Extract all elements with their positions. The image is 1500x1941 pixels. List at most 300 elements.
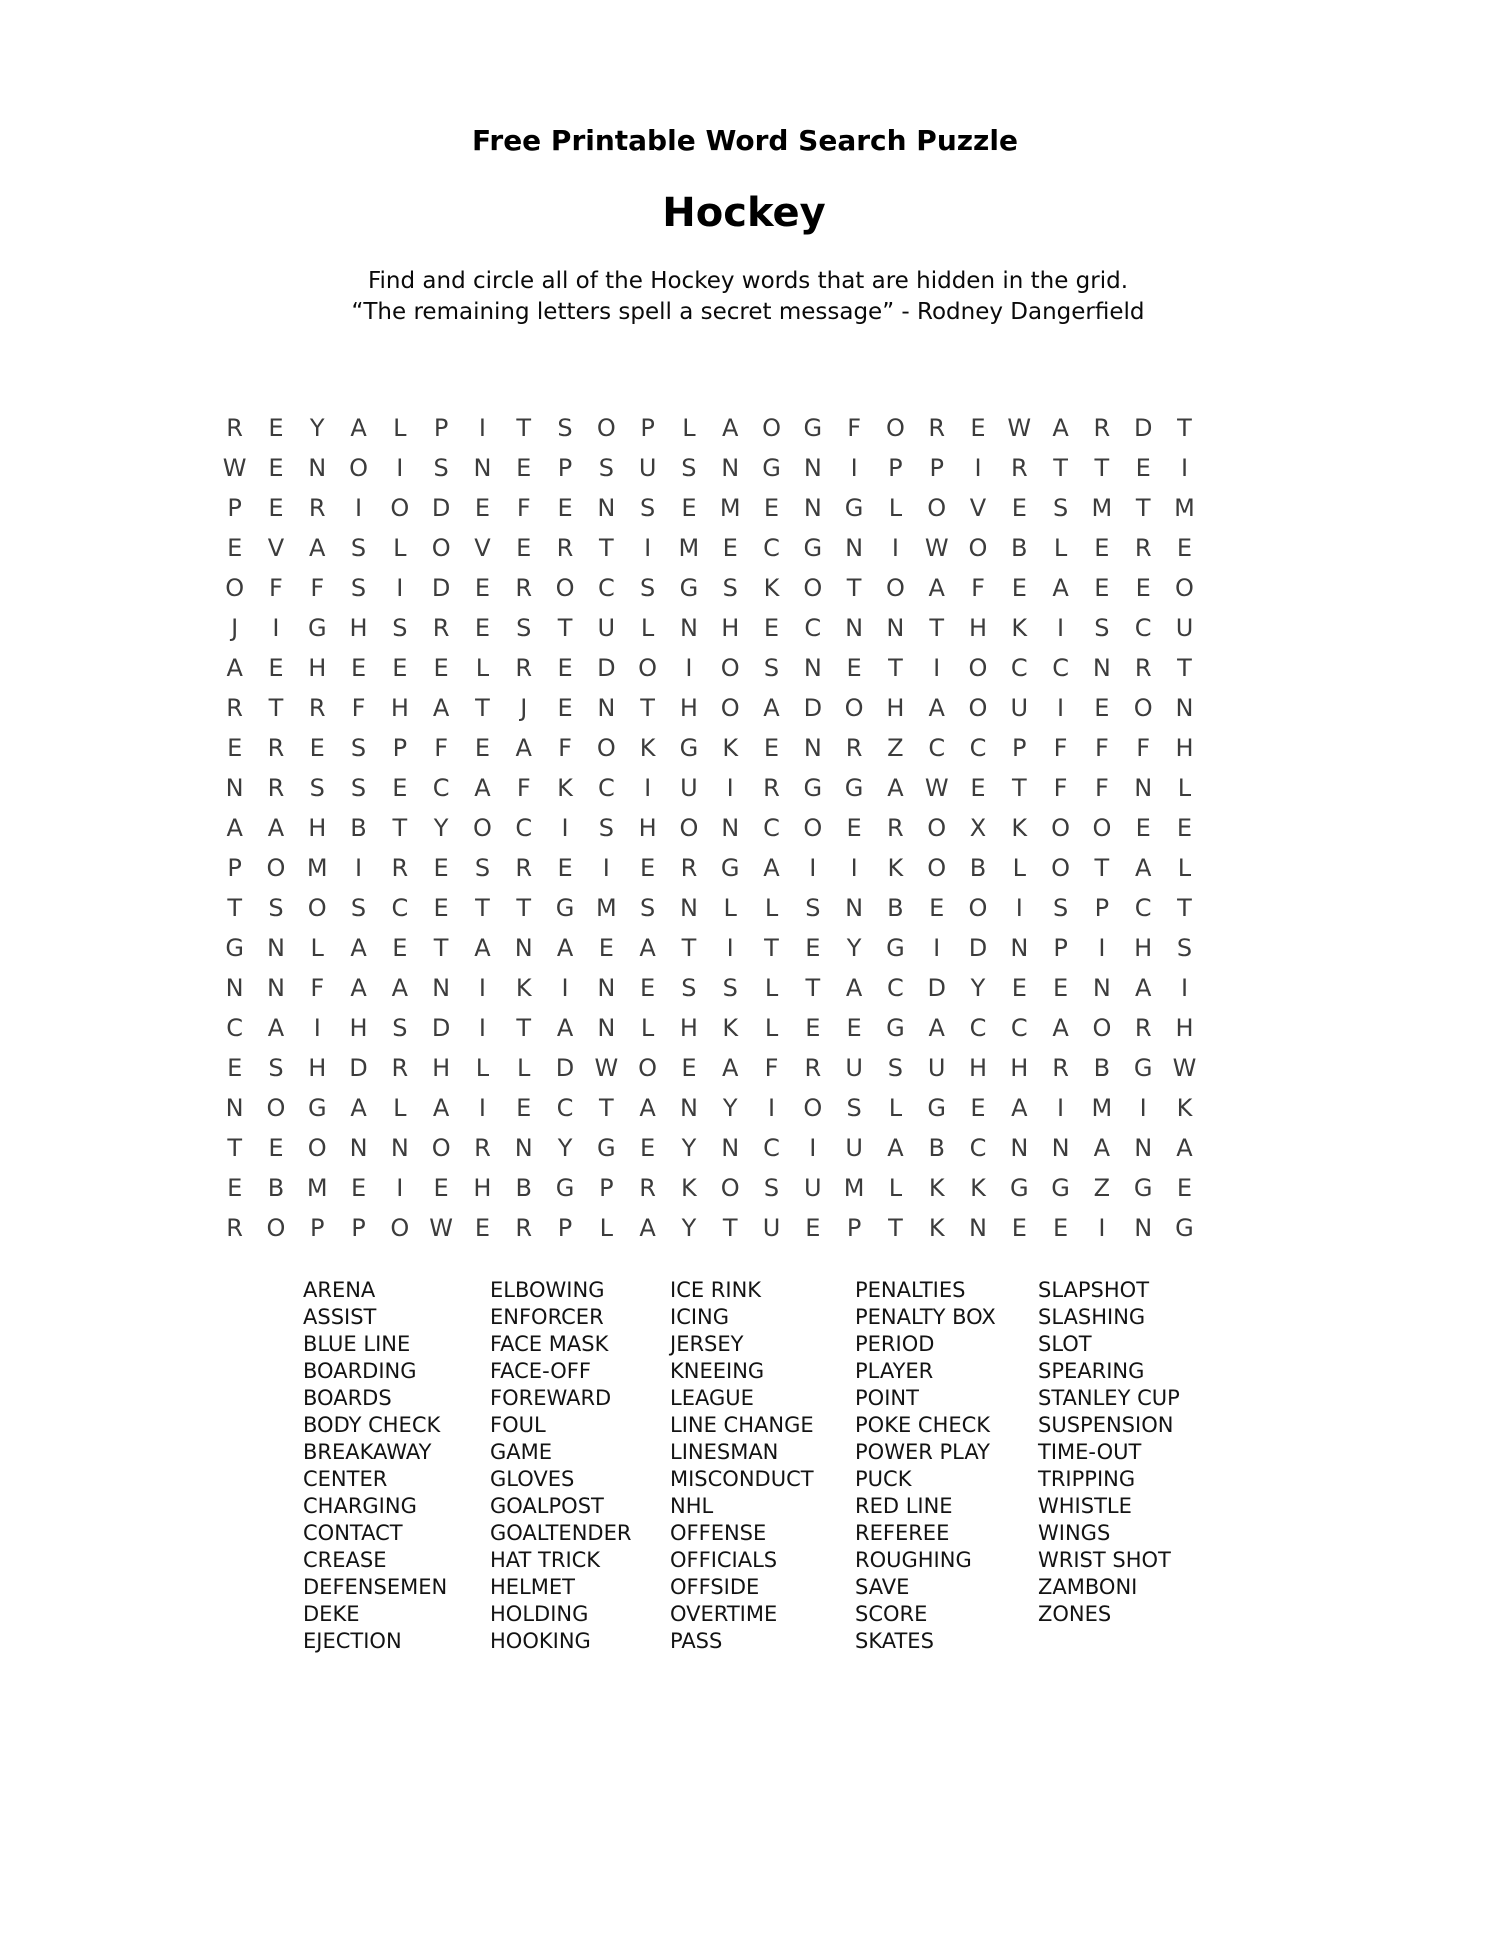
grid-letter: C (597, 574, 615, 602)
grid-letter: A (887, 1134, 904, 1162)
grid-letter: W (1172, 1054, 1197, 1082)
grid-letter: O (1092, 1014, 1112, 1042)
grid-letter: H (721, 614, 740, 642)
grid-letter: O (1092, 814, 1112, 842)
grid-row (214, 1128, 1205, 1168)
grid-letter: N (1051, 1134, 1070, 1162)
grid-letter: A (350, 934, 367, 962)
grid-letter: O (431, 1134, 451, 1162)
grid-letter: Y (681, 1134, 697, 1162)
grid-letter: G (225, 934, 244, 962)
word-list-item: WINGS (1038, 1521, 1111, 1545)
grid-letter: M (1174, 494, 1195, 522)
grid-letter: O (472, 814, 492, 842)
word-list-item: SAVE (855, 1575, 910, 1599)
grid-letter: R (267, 774, 285, 802)
grid-letter: E (1094, 694, 1110, 722)
word-list-item: LEAGUE (670, 1386, 754, 1410)
grid-letter: R (1134, 534, 1152, 562)
grid-letter: R (928, 414, 946, 442)
grid-letter: S (474, 854, 491, 882)
grid-letter: E (392, 774, 408, 802)
grid-letter: B (928, 1134, 945, 1162)
grid-letter: O (927, 854, 947, 882)
grid-letter: S (598, 814, 614, 842)
grid-letter: O (1133, 694, 1153, 722)
word-list-item: PERIOD (855, 1332, 935, 1356)
grid-letter: G (1133, 1174, 1153, 1202)
grid-letter: I (933, 654, 941, 682)
grid-letter: V (474, 534, 491, 562)
grid-letter: H (1175, 734, 1194, 762)
grid-letter: Y (557, 1134, 573, 1162)
grid-letter: E (640, 1134, 656, 1162)
grid-letter: C (597, 774, 615, 802)
grid-letter: O (968, 654, 988, 682)
grid-letter: P (1012, 734, 1027, 762)
grid-letter: I (1180, 974, 1189, 1002)
grid-letter: G (844, 494, 864, 522)
grid-row (214, 1168, 1205, 1208)
grid-letter: A (1052, 414, 1069, 442)
grid-letter: L (723, 894, 737, 922)
grid-letter: A (226, 654, 243, 682)
grid-letter: G (927, 1094, 946, 1122)
grid-letter: I (685, 654, 693, 682)
grid-letter: S (268, 1054, 284, 1082)
word-list-item: STANLEY CUP (1038, 1386, 1180, 1410)
grid-letter: T (764, 934, 779, 962)
grid-letter: H (1175, 1014, 1194, 1042)
grid-letter: G (679, 734, 699, 762)
grid-letter: I (272, 614, 280, 642)
grid-letter: N (266, 934, 285, 962)
grid-letter: S (1052, 894, 1069, 922)
grid-letter: H (349, 1014, 368, 1042)
word-list-item: POWER PLAY (855, 1440, 990, 1464)
grid-letter: N (886, 614, 905, 642)
grid-letter: C (1052, 654, 1069, 682)
grid-row (214, 1208, 1205, 1248)
grid-letter: I (726, 774, 734, 802)
grid-letter: D (431, 1014, 451, 1042)
grid-letter: A (1176, 1134, 1193, 1162)
grid-letter: A (226, 814, 243, 842)
grid-letter: P (888, 454, 903, 482)
grid-letter: R (515, 574, 533, 602)
grid-letter: T (1094, 854, 1110, 882)
grid-letter: O (1175, 574, 1194, 602)
grid-letter: W (924, 774, 949, 802)
word-list-item: REFEREE (855, 1521, 950, 1545)
grid-letter: E (433, 1174, 449, 1202)
grid-letter: I (313, 1014, 321, 1042)
grid-letter: O (1051, 814, 1071, 842)
grid-letter: O (927, 814, 947, 842)
grid-letter: I (644, 534, 652, 562)
grid-letter: P (227, 494, 242, 522)
grid-letter: H (1010, 1054, 1029, 1082)
word-list-item: BOARDS (303, 1386, 392, 1410)
grid-letter: K (1011, 814, 1028, 842)
grid-letter: W (594, 1054, 619, 1082)
word-list-item: ZONES (1038, 1602, 1112, 1626)
grid-letter: E (268, 414, 284, 442)
grid-letter: T (227, 894, 242, 922)
grid-letter: P (557, 454, 573, 482)
grid-letter: I (644, 774, 652, 802)
word-list-item: SUSPENSION (1038, 1413, 1174, 1437)
grid-letter: M (595, 894, 617, 922)
grid-letter: T (433, 934, 449, 962)
word-list-item: KNEEING (670, 1359, 765, 1383)
grid-letter: P (557, 1214, 573, 1242)
grid-letter: K (1176, 1094, 1193, 1122)
grid-row (214, 968, 1205, 1008)
grid-letter: G (762, 454, 781, 482)
grid-letter: F (1094, 734, 1109, 762)
grid-letter: I (767, 1094, 776, 1122)
grid-letter: A (474, 934, 491, 962)
grid-letter: A (722, 1054, 739, 1082)
grid-letter: N (721, 1134, 740, 1162)
grid-letter: L (764, 974, 779, 1002)
grid-letter: F (1094, 774, 1109, 802)
grid-letter: G (1175, 1214, 1194, 1242)
grid-letter: R (845, 734, 863, 762)
grid-letter: F (434, 734, 449, 762)
grid-letter: S (350, 894, 367, 922)
grid-letter: E (805, 1214, 821, 1242)
grid-letter: E (1053, 1214, 1069, 1242)
grid-letter: O (266, 854, 286, 882)
grid-letter: B (1011, 534, 1028, 562)
grid-letter: I (396, 1174, 404, 1202)
grid-letter: N (679, 1094, 698, 1122)
grid-letter: C (391, 894, 409, 922)
grid-letter: N (1175, 694, 1194, 722)
grid-letter: C (515, 814, 533, 842)
grid-letter: G (597, 1134, 616, 1162)
grid-letter: R (308, 694, 326, 722)
grid-letter: K (722, 1014, 739, 1042)
grid-letter: A (432, 1094, 450, 1122)
grid-letter: T (929, 614, 945, 642)
grid-letter: A (845, 974, 863, 1002)
grid-letter: U (804, 1174, 822, 1202)
grid-letter: I (355, 854, 363, 882)
grid-letter: N (845, 534, 864, 562)
word-list-item: HELMET (490, 1575, 575, 1599)
word-list-item: EJECTION (303, 1629, 402, 1653)
grid-row (214, 568, 1205, 608)
grid-letter: O (307, 894, 327, 922)
grid-letter: C (969, 1134, 987, 1162)
grid-letter: D (1133, 414, 1153, 442)
grid-letter: E (1135, 814, 1151, 842)
grid-letter: T (598, 534, 614, 562)
word-list-item: DEKE (303, 1602, 360, 1626)
grid-row (214, 1008, 1205, 1048)
word-list-item: SCORE (855, 1602, 928, 1626)
letter-grid (214, 408, 1205, 1248)
grid-letter: N (1092, 974, 1111, 1002)
grid-letter: A (722, 414, 739, 442)
grid-letter: N (969, 1214, 987, 1242)
grid-letter: S (722, 574, 738, 602)
grid-letter: A (515, 734, 532, 762)
grid-letter: G (844, 774, 864, 802)
grid-letter: A (309, 534, 326, 562)
grid-letter: N (803, 654, 822, 682)
grid-letter: A (639, 1094, 656, 1122)
grid-letter: L (1053, 534, 1068, 562)
grid-letter: E (970, 1094, 986, 1122)
grid-letter: I (850, 454, 858, 482)
grid-letter: E (516, 454, 532, 482)
grid-letter: T (268, 694, 284, 722)
grid-letter: E (474, 494, 491, 522)
grid-letter: C (928, 734, 946, 762)
grid-letter: S (350, 774, 367, 802)
grid-letter: N (597, 494, 616, 522)
grid-letter: I (478, 1094, 486, 1122)
grid-letter: I (478, 414, 486, 442)
grid-letter: A (887, 774, 904, 802)
grid-letter: K (763, 574, 780, 602)
grid-letter: X (969, 814, 987, 842)
grid-letter: A (267, 814, 285, 842)
grid-letter: O (390, 1214, 410, 1242)
word-list-column (1038, 1277, 1180, 1655)
word-list-item: MISCONDUCT (670, 1467, 814, 1491)
grid-letter: I (809, 1134, 817, 1162)
grid-letter: E (1094, 574, 1110, 602)
grid-letter: P (599, 1174, 614, 1202)
grid-letter: N (597, 1014, 616, 1042)
grid-letter: R (804, 1054, 822, 1082)
grid-letter: I (561, 814, 569, 842)
grid-letter: A (267, 1014, 285, 1042)
grid-letter: E (1011, 494, 1027, 522)
grid-letter: S (1176, 934, 1193, 962)
grid-letter: T (888, 1214, 903, 1242)
grid-letter: E (433, 854, 449, 882)
grid-row (214, 768, 1205, 808)
grid-row (214, 808, 1205, 848)
word-list-item: GAME (490, 1440, 553, 1464)
grid-letter: L (1177, 774, 1192, 802)
grid-letter: S (557, 414, 573, 442)
grid-letter: E (516, 534, 532, 562)
grid-letter: N (679, 894, 698, 922)
grid-letter: O (596, 734, 616, 762)
grid-letter: S (392, 614, 408, 642)
word-list-item: GOALPOST (490, 1494, 604, 1518)
grid-letter: W (222, 454, 247, 482)
grid-letter: I (933, 934, 941, 962)
word-list-item: WHISTLE (1038, 1494, 1132, 1518)
grid-letter: C (969, 1014, 987, 1042)
grid-letter: N (845, 894, 864, 922)
grid-letter: V (267, 534, 285, 562)
word-list-item: FACE MASK (490, 1332, 609, 1356)
grid-letter: S (640, 494, 656, 522)
grid-letter: E (1176, 534, 1193, 562)
word-list-item: POKE CHECK (855, 1413, 991, 1437)
grid-row (214, 1048, 1205, 1088)
grid-row (214, 1088, 1205, 1128)
grid-letter: E (681, 494, 697, 522)
grid-letter: B (969, 854, 987, 882)
word-list-item: OVERTIME (670, 1602, 778, 1626)
grid-letter: H (473, 1174, 492, 1202)
grid-letter: L (640, 1014, 655, 1042)
word-list-item: PENALTY BOX (855, 1305, 996, 1329)
grid-letter: A (639, 934, 656, 962)
grid-letter: G (803, 774, 823, 802)
grid-letter: U (927, 1054, 946, 1082)
grid-letter: K (928, 1214, 945, 1242)
grid-letter: I (850, 854, 858, 882)
grid-letter: G (555, 894, 575, 922)
grid-letter: E (268, 654, 284, 682)
word-list-item: SLASHING (1038, 1305, 1146, 1329)
grid-letter: O (307, 1134, 327, 1162)
grid-letter: H (308, 1054, 327, 1082)
grid-letter: P (227, 854, 242, 882)
grid-letter: T (557, 614, 573, 642)
grid-letter: N (597, 694, 616, 722)
word-list-item: OFFENSE (670, 1521, 767, 1545)
word-list-item: ROUGHING (855, 1548, 972, 1572)
grid-letter: G (720, 854, 740, 882)
word-list-item: BOARDING (303, 1359, 417, 1383)
grid-letter: O (803, 574, 823, 602)
grid-letter: S (598, 454, 614, 482)
grid-letter: L (393, 1094, 407, 1122)
word-list-item: ICING (670, 1305, 730, 1329)
grid-letter: O (679, 814, 699, 842)
grid-letter: B (1093, 1054, 1111, 1082)
grid-letter: Y (846, 934, 862, 962)
word-list-item: GLOVES (490, 1467, 575, 1491)
grid-letter: K (928, 1174, 945, 1202)
grid-letter: I (1057, 614, 1065, 642)
grid-letter: R (391, 854, 409, 882)
grid-letter: S (640, 894, 656, 922)
grid-letter: D (803, 694, 823, 722)
grid-letter: C (1134, 614, 1152, 642)
grid-letter: E (227, 1054, 243, 1082)
grid-letter: O (844, 694, 864, 722)
grid-letter: M (306, 854, 328, 882)
word-list-item: ASSIST (303, 1305, 377, 1329)
grid-letter: N (1010, 1134, 1029, 1162)
grid-letter: D (597, 654, 616, 682)
grid-letter: E (350, 654, 367, 682)
grid-letter: D (431, 574, 451, 602)
grid-letter: E (763, 734, 780, 762)
grid-letter: I (1139, 1094, 1147, 1122)
grid-letter: E (516, 1094, 532, 1122)
word-list-item: CREASE (303, 1548, 387, 1572)
word-list-item: OFFICIALS (670, 1548, 778, 1572)
grid-row (214, 888, 1205, 928)
grid-letter: F (516, 494, 531, 522)
word-list (303, 1277, 1180, 1655)
instructions-line-2: “The remaining letters spell a secret message” - Rodney Dangerfield (351, 299, 1145, 325)
grid-letter: T (1011, 774, 1027, 802)
grid-letter: L (764, 894, 779, 922)
grid-letter: E (392, 934, 408, 962)
word-list-item: DEFENSEMEN (303, 1575, 448, 1599)
grid-letter: O (720, 1174, 740, 1202)
grid-letter: A (763, 694, 780, 722)
grid-letter: M (1091, 1094, 1113, 1122)
grid-row (214, 928, 1205, 968)
grid-letter: N (803, 734, 822, 762)
grid-letter: U (1010, 694, 1029, 722)
grid-letter: M (719, 494, 741, 522)
grid-letter: A (928, 574, 945, 602)
grid-letter: O (225, 574, 245, 602)
grid-row (214, 728, 1205, 768)
grid-letter: L (888, 494, 903, 522)
word-list-column (490, 1277, 670, 1655)
grid-letter: B (350, 814, 367, 842)
grid-letter: L (764, 1014, 779, 1042)
grid-letter: N (1092, 654, 1111, 682)
grid-letter: P (351, 1214, 366, 1242)
grid-letter: N (721, 814, 740, 842)
grid-letter: O (885, 574, 905, 602)
grid-letter: O (638, 654, 658, 682)
grid-letter: E (846, 814, 862, 842)
grid-row (214, 528, 1205, 568)
grid-letter: K (887, 854, 904, 882)
word-list-item: JERSEY (670, 1332, 744, 1356)
grid-letter: R (680, 854, 698, 882)
grid-letter: C (763, 814, 780, 842)
word-list-item: FOREWARD (490, 1386, 612, 1410)
grid-letter: I (396, 574, 404, 602)
grid-letter: M (843, 1174, 865, 1202)
word-list-item: PENALTIES (855, 1278, 966, 1302)
grid-letter: C (887, 974, 904, 1002)
grid-letter: U (638, 454, 657, 482)
grid-letter: C (1010, 1014, 1028, 1042)
grid-letter: N (1134, 1214, 1153, 1242)
word-list-item: ICE RINK (670, 1278, 762, 1302)
grid-letter: I (478, 974, 486, 1002)
grid-letter: O (968, 894, 988, 922)
grid-letter: L (599, 1214, 613, 1242)
grid-letter: J (231, 614, 239, 642)
grid-letter: S (392, 1014, 408, 1042)
grid-letter: I (1015, 894, 1023, 922)
grid-letter: T (722, 1214, 738, 1242)
grid-letter: E (763, 614, 780, 642)
grid-letter: A (556, 934, 574, 962)
grid-letter: N (1010, 934, 1029, 962)
grid-letter: F (1136, 734, 1151, 762)
instructions-line-1: Find and circle all of the Hockey words that are hidden in the grid. (367, 268, 1129, 294)
grid-letter: T (888, 654, 903, 682)
grid-letter: F (764, 1054, 779, 1082)
grid-letter: F (269, 574, 283, 602)
grid-letter: O (968, 534, 988, 562)
